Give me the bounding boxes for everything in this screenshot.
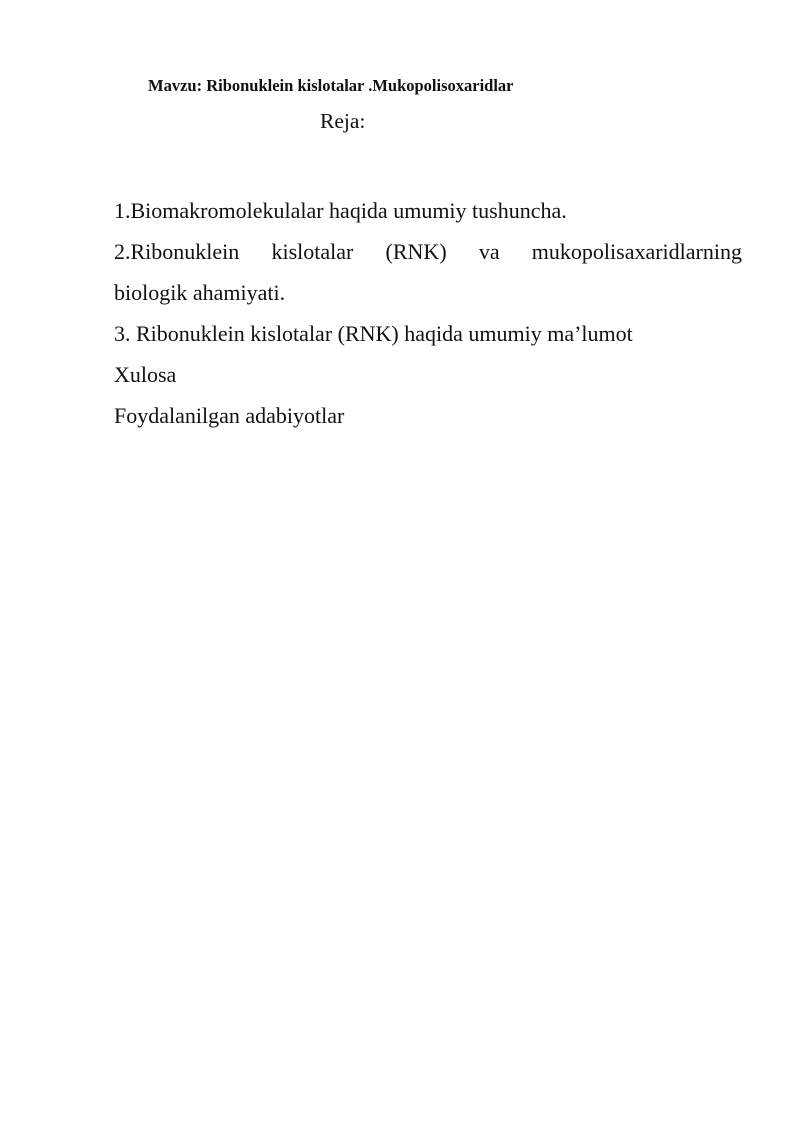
- plan-item-2-continuation: biologik ahamiyati.: [114, 280, 286, 305]
- document-title: Mavzu: Ribonuklein kislotalar .Mukopolisoxaridlar: [148, 76, 514, 95]
- plan-item-2: 2.Ribonuklein kislotalar (RNK) va mukopolisaxaridlarning: [114, 239, 742, 264]
- plan-item-references: Foydalanilgan adabiyotlar: [114, 403, 345, 428]
- plan-list: [114, 190, 742, 436]
- plan-heading: Reja:: [320, 109, 366, 133]
- plan-item-conclusion: Xulosa: [114, 362, 177, 387]
- plan-item-3: 3. Ribonuklein kislotalar (RNK) haqida umumiy ma’lumot: [114, 321, 633, 346]
- plan-item-1: 1.Biomakromolekulalar haqida umumiy tushuncha.: [114, 198, 567, 223]
